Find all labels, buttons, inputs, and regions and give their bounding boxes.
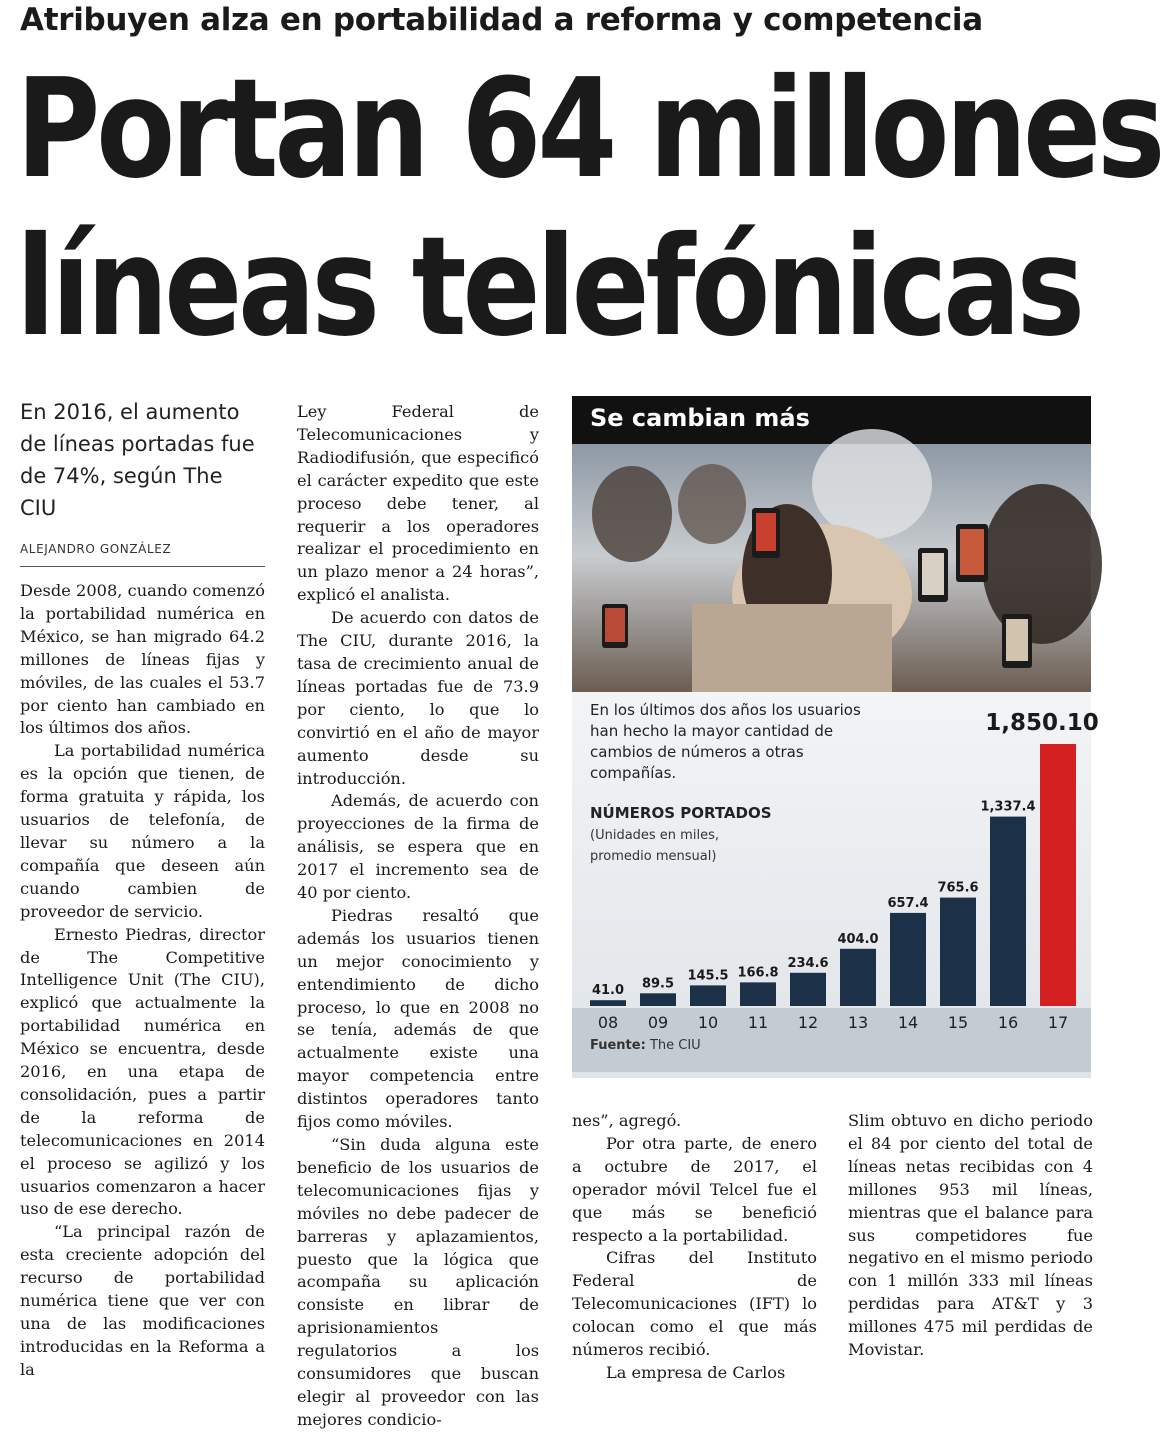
bar-11 <box>740 982 776 1006</box>
paragraph: De acuerdo con datos de The CIU, durante 2016, la tasa de crecimiento anual de líneas portadas fue de 73.9 por ciento, lo que lo convirtió en el año de mayor aumento desde su introducción. <box>297 608 539 788</box>
article-column-2 <box>297 401 539 1432</box>
bar-value-label: 145.5 <box>687 968 729 984</box>
bar-value-label: 765.6 <box>937 880 979 896</box>
headline-line-1: Portan 64 millones <box>16 50 1161 209</box>
chart-subtitle: (Unidades en miles, promedio mensual) <box>590 828 719 864</box>
bar-value-label: 657.4 <box>887 895 929 911</box>
x-tick-label: 16 <box>997 1013 1019 1032</box>
source-label: Fuente: <box>590 1038 646 1053</box>
infographic <box>572 396 1099 1078</box>
x-tick-label: 15 <box>947 1013 969 1032</box>
x-tick-label: 17 <box>1047 1013 1069 1032</box>
paragraph: Por otra parte, de enero a octubre de 2017, el operador móvil Telcel fue el que más se benefició respecto a la portabilidad. <box>572 1133 817 1245</box>
paragraph: “La principal razón de esta creciente adopción del recurso de portabilidad numérica tiene que ver con una de las modificaciones introducidas en la Reforma a la <box>20 1222 265 1379</box>
x-tick-label: 11 <box>747 1013 769 1032</box>
bar-chart <box>572 692 1099 1078</box>
chart-intro: En los últimos dos años los usuarios han hecho la mayor cantidad de cambios de números a otras compañías. <box>590 701 861 782</box>
x-tick-label: 12 <box>797 1013 819 1032</box>
paragraph: Desde 2008, cuando comenzó la portabilidad numérica en México, se han migrado 64.2 millones de líneas fijas y móviles, de las cuales el 53.7 por ciento han cambiado en los últimos dos años. <box>20 581 265 738</box>
bar-13 <box>840 949 876 1006</box>
bar-10 <box>690 985 726 1006</box>
bar-value-label: 404.0 <box>837 931 879 947</box>
byline: ALEJANDRO GONZÁLEZ <box>20 542 172 556</box>
paragraph: Cifras del Instituto Federal de Telecomunicaciones (IFT) lo colocan como el que más números recibió. <box>572 1248 817 1360</box>
x-tick-label: 09 <box>647 1013 669 1032</box>
infographic-title: Se cambian más <box>590 404 810 432</box>
photo-illustration <box>572 444 1091 692</box>
photo-people-with-phones <box>572 444 1091 692</box>
paragraph: nes”, agregó. <box>572 1111 682 1130</box>
article-column-4 <box>848 1110 1093 1362</box>
bar-12 <box>790 973 826 1006</box>
bar-value-label: 166.8 <box>737 965 779 981</box>
article-column-3 <box>572 1110 817 1385</box>
bar-15 <box>940 898 976 1006</box>
paragraph: Ernesto Piedras, director de The Competitive Intelligence Unit (The CIU), explicó que actualmente la portabilidad numérica en México se encuentra, desde 2016, en una etapa de consolidación, pues a partir de la reforma de telecomunicaciones en 2014 el proceso se agilizó y los usuarios comenzaron a hacer uso de ese derecho. <box>20 924 265 1219</box>
chart-title: NÚMEROS PORTADOS <box>590 804 772 822</box>
paragraph: La portabilidad numérica es la opción que tienen, de forma gratuita y rápida, los usuarios de telefonía, de llevar su número a la compañía que deseen aún cuando cambien de proveedor de servicio. <box>20 741 265 921</box>
infographic-header <box>572 396 1091 444</box>
bar-value-label: 41.0 <box>591 983 625 999</box>
paragraph: Además, de acuerdo con proyecciones de la firma de análisis, se espera que en 2017 el incremento sea de 40 por ciento. <box>297 791 539 903</box>
paragraph: Ley Federal de Telecomunicaciones y Radiodifusión, que especificó el carácter expedito que este proceso debe tener, al requerir a los operadores realizar el procedimiento en un plazo menor a 24 horas”, explicó el analista. <box>297 402 539 605</box>
x-tick-label: 13 <box>847 1013 869 1032</box>
byline-rule <box>20 566 265 567</box>
headline-line-2: líneas telefónicas <box>16 208 1081 367</box>
bar-09 <box>640 993 676 1006</box>
bar-value-label: 89.5 <box>641 976 675 992</box>
bar-value-label: 234.6 <box>787 955 829 971</box>
bar-08 <box>590 1000 626 1006</box>
chart-panel <box>572 692 1099 1078</box>
bar-value-label: 1,337.4 <box>980 799 1036 815</box>
deck: En 2016, el aumento de líneas portadas fue de 74%, según The CIU <box>20 400 255 520</box>
chart-source <box>590 1038 701 1053</box>
bar-value-label: 1,850.10 <box>985 710 1099 736</box>
source-value: The CIU <box>649 1038 701 1053</box>
paragraph: “Sin duda alguna este beneficio de los usuarios de telecomunicaciones fijas y móviles no debe padecer de barreras y aplazamientos, puesto que la lógica que acompaña su aplicación consiste en librar de aprisionamientos regulatorios a los consumidores que buscan elegir al proveedor con las mejores condicio- <box>297 1135 539 1429</box>
article-column-1 <box>20 580 265 1382</box>
paragraph: La empresa de Carlos <box>606 1362 786 1382</box>
kicker: Atribuyen alza en portabilidad a reforma y competencia <box>20 2 983 38</box>
bar-16 <box>990 817 1026 1006</box>
x-tick-label: 08 <box>597 1013 619 1032</box>
paragraph: Piedras resaltó que además los usuarios tienen un mejor conocimiento y entendimiento de dicho proceso, lo que en 2008 no se tenía, además de que actualmente existe una mayor competencia entre distintos operadores tanto fijos como móviles. <box>297 905 539 1132</box>
bar-14 <box>890 913 926 1006</box>
paragraph: Slim obtuvo en dicho periodo el 84 por ciento del total de líneas netas recibidas con 4 millones 953 mil líneas, mientras que el balance para sus competidores fue negativo en el mismo periodo con 1 millón 333 mil líneas perdidas para AT&T y 3 millones 475 mil perdidas de Movistar. <box>848 1111 1093 1360</box>
x-tick-label: 14 <box>897 1013 919 1032</box>
x-tick-label: 10 <box>697 1013 719 1032</box>
bar-17 <box>1040 744 1076 1006</box>
